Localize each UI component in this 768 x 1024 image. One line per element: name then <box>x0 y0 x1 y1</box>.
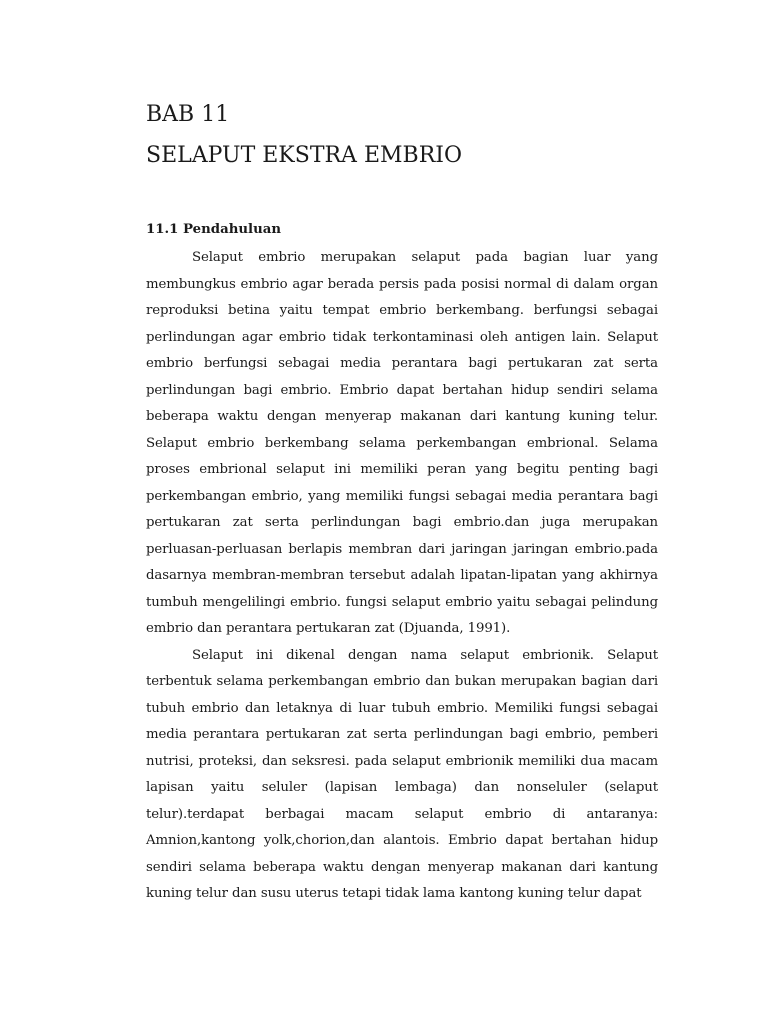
section-heading: 11.1 Pendahuluan <box>146 222 282 237</box>
chapter-number: BAB 11 <box>146 102 230 127</box>
paragraph-2: Selaput ini dikenal dengan nama selaput embrionik. Selaput terbentuk selama perkembangan embrio dan bukan merupakan bagian dari tubuh embrio dan letaknya di luar tubuh embrio. Memiliki fungsi sebagai media perantara pertukaran zat serta perlindungan bagi embrio, pemberi nutrisi, proteksi, dan seksresi. pada selaput embrionik memiliki dua macam lapisan yaitu seluler (lapisan lembaga) dan nonseluler (selaput telur).terdapat berbagai macam selaput embrio di antaranya: Amnion,kantong yolk,chorion,dan alantois. Embrio dapat bertahan hidup sendiri selama beberapa waktu dengan menyerap makanan dari kantung kuning telur dan susu uterus tetapi tidak lama kantong kuning telur dapat <box>146 647 658 901</box>
paragraph-1: Selaput embrio merupakan selaput pada bagian luar yang membungkus embrio agar berada persis pada posisi normal di dalam organ reproduksi betina yaitu tempat embrio berkembang. berfungsi sebagai perlindungan agar embrio tidak terkontaminasi oleh antigen lain. Selaput embrio berfungsi sebagai media perantara bagi pertukaran zat serta perlindungan bagi embrio. Embrio dapat bertahan hidup sendiri selama beberapa waktu dengan menyerap makanan dari kantung kuning telur. Selaput embrio berkembang selama perkembangan embrional. Selama proses embrional selaput ini memiliki peran yang begitu penting bagi perkembangan embrio, yang memiliki fungsi sebagai media perantara bagi pertukaran zat serta perlindungan bagi embrio.dan juga merupakan perluasan-perluasan berlapis membran dari jaringan jaringan embrio.pada dasarnya membran-membran tersebut adalah lipatan-lipatan yang akhirnya tumbuh mengelilingi embrio. fungsi selaput embrio yaitu sebagai pelindung embrio dan perantara pertukaran zat (Djuanda, 1991). <box>146 250 658 636</box>
chapter-title: SELAPUT EKSTRA EMBRIO <box>146 143 462 168</box>
body-text <box>146 245 658 908</box>
